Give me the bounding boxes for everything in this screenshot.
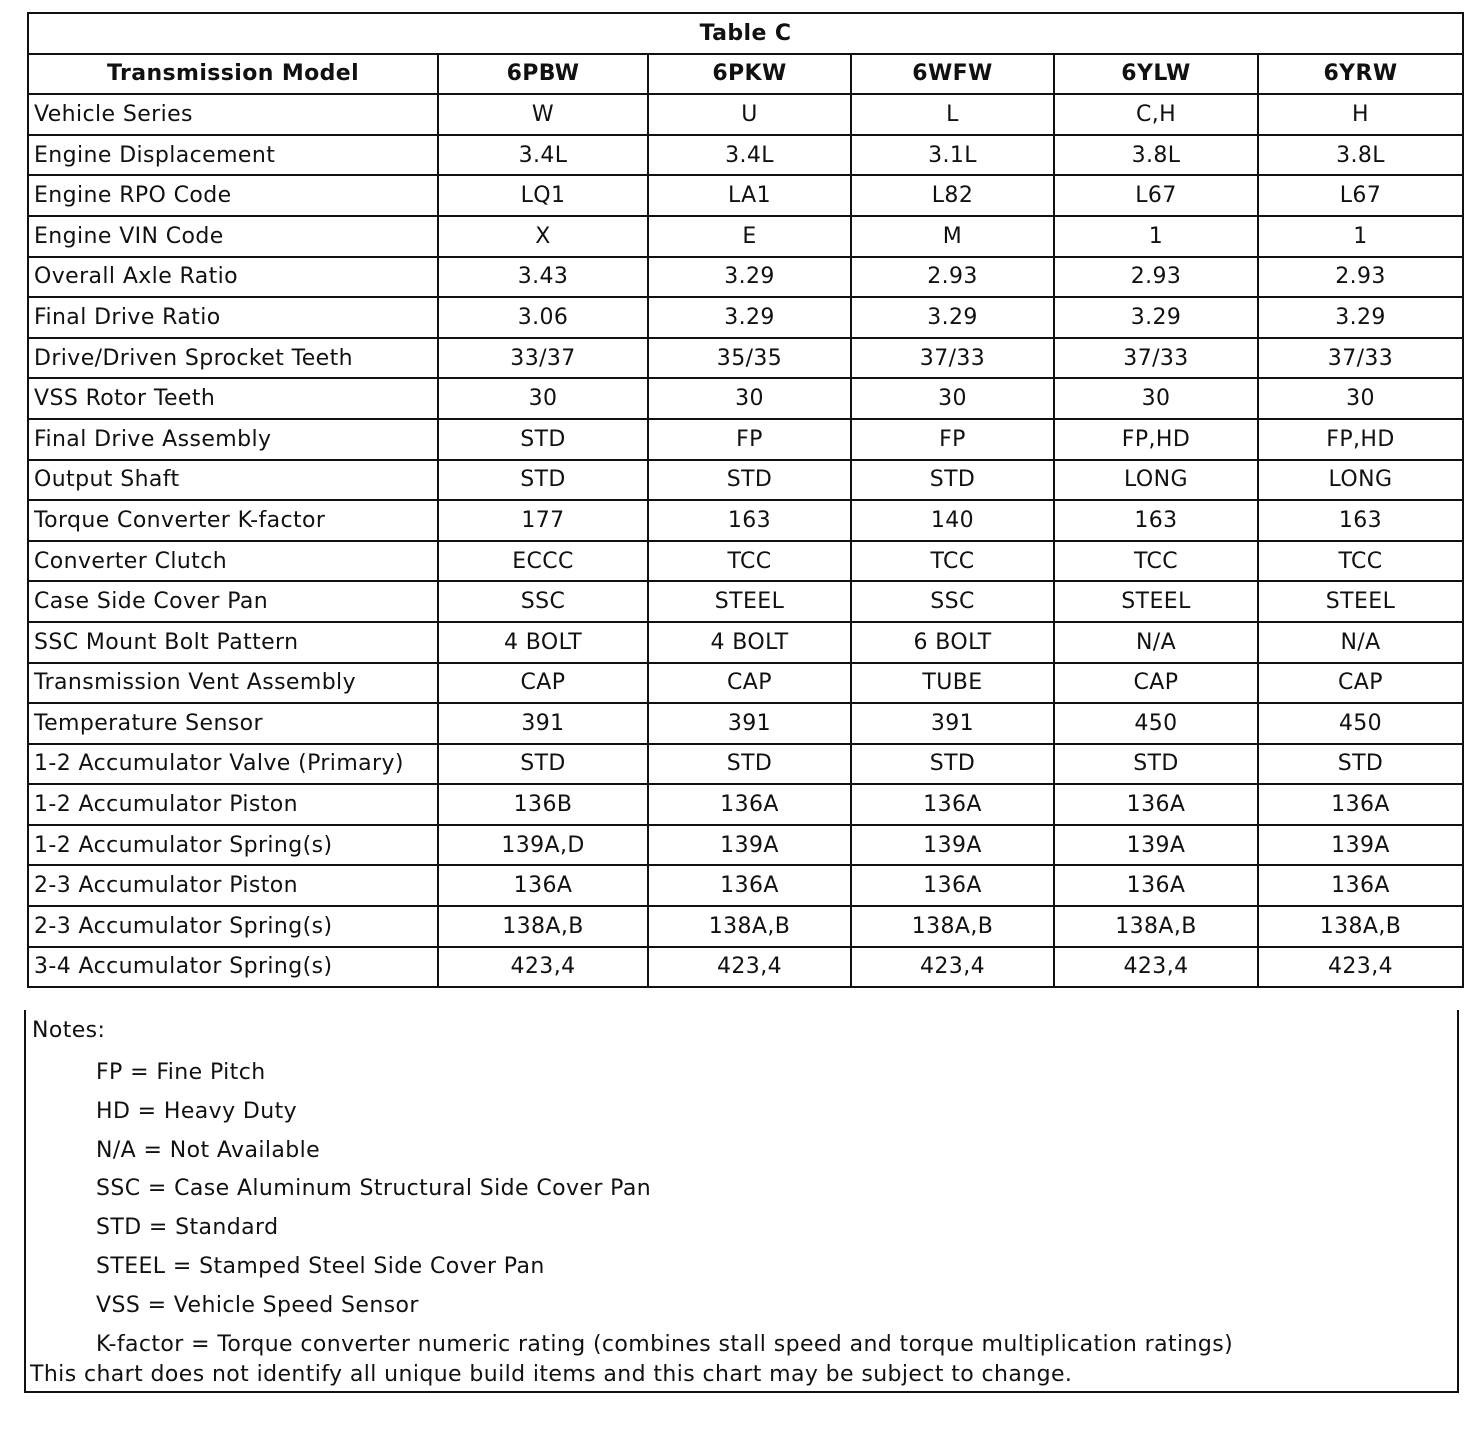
spec-table-body [28, 94, 1463, 987]
table-cell: STD [851, 460, 1054, 501]
table-row [28, 297, 1463, 338]
table-cell: 136B [438, 784, 648, 825]
table-row [28, 825, 1463, 866]
row-label: Output Shaft [28, 460, 438, 501]
row-label: 3-4 Accumulator Spring(s) [28, 947, 438, 988]
table-row [28, 784, 1463, 825]
row-label: Temperature Sensor [28, 703, 438, 744]
table-row [28, 947, 1463, 988]
table-cell: 139A,D [438, 825, 648, 866]
table-cell: 450 [1258, 703, 1463, 744]
table-cell: LONG [1054, 460, 1258, 501]
table-row [28, 175, 1463, 216]
table-cell: CAP [1054, 663, 1258, 704]
table-row [28, 622, 1463, 663]
table-cell: 177 [438, 500, 648, 541]
table-cell: TCC [851, 541, 1054, 582]
table-cell: 6 BOLT [851, 622, 1054, 663]
table-cell: 138A,B [1054, 906, 1258, 947]
table-cell: 136A [648, 865, 851, 906]
table-cell: CAP [648, 663, 851, 704]
table-cell: 163 [1258, 500, 1463, 541]
note-item: VSS = Vehicle Speed Sensor [96, 1292, 419, 1318]
table-cell: E [648, 216, 851, 257]
note-item: STEEL = Stamped Steel Side Cover Pan [96, 1253, 545, 1279]
table-cell: 423,4 [851, 947, 1054, 988]
table-title: Table C [28, 13, 1463, 54]
table-row [28, 257, 1463, 298]
table-row [28, 378, 1463, 419]
row-label: 1-2 Accumulator Piston [28, 784, 438, 825]
table-cell: STD [1054, 744, 1258, 785]
table-cell: 37/33 [1258, 338, 1463, 379]
table-cell: 139A [648, 825, 851, 866]
table-cell: 136A [851, 784, 1054, 825]
row-label: Engine RPO Code [28, 175, 438, 216]
table-cell: 450 [1054, 703, 1258, 744]
table-cell: 138A,B [1258, 906, 1463, 947]
table-row [28, 906, 1463, 947]
table-cell: 136A [1054, 865, 1258, 906]
table-cell: 3.29 [1054, 297, 1258, 338]
table-cell: 138A,B [851, 906, 1054, 947]
table-cell: CAP [438, 663, 648, 704]
table-row [28, 581, 1463, 622]
table-cell: 37/33 [1054, 338, 1258, 379]
table-cell: 3.4L [438, 135, 648, 176]
table-cell: 37/33 [851, 338, 1054, 379]
table-cell: STD [648, 460, 851, 501]
table-cell: STD [851, 744, 1054, 785]
table-row [28, 216, 1463, 257]
table-cell: 138A,B [648, 906, 851, 947]
table-cell: 3.29 [648, 297, 851, 338]
table-row [28, 94, 1463, 135]
table-cell: STD [438, 460, 648, 501]
model-header-6pbw: 6PBW [438, 54, 648, 95]
table-row [28, 541, 1463, 582]
row-label: Engine Displacement [28, 135, 438, 176]
table-cell: 139A [1258, 825, 1463, 866]
table-cell: 2.93 [851, 257, 1054, 298]
table-cell: 136A [1258, 865, 1463, 906]
table-cell: SSC [851, 581, 1054, 622]
table-cell: TCC [1054, 541, 1258, 582]
table-row [28, 419, 1463, 460]
table-cell: 3.8L [1054, 135, 1258, 176]
transmission-model-header: Transmission Model [28, 54, 438, 95]
table-cell: LONG [1258, 460, 1463, 501]
notes-list [96, 1054, 1233, 1364]
table-cell: L67 [1054, 175, 1258, 216]
table-cell: 140 [851, 500, 1054, 541]
table-cell: 3.43 [438, 257, 648, 298]
table-cell: 30 [1054, 378, 1258, 419]
table-cell: CAP [1258, 663, 1463, 704]
table-cell: 423,4 [1054, 947, 1258, 988]
table-row [28, 865, 1463, 906]
row-label: Torque Converter K-factor [28, 500, 438, 541]
table-cell: 138A,B [438, 906, 648, 947]
table-cell: L [851, 94, 1054, 135]
row-label: Case Side Cover Pan [28, 581, 438, 622]
table-cell: 423,4 [1258, 947, 1463, 988]
note-item: SSC = Case Aluminum Structural Side Cover Pan [96, 1176, 652, 1202]
table-cell: 30 [851, 378, 1054, 419]
table-cell: 136A [1054, 784, 1258, 825]
row-label: Transmission Vent Assembly [28, 663, 438, 704]
note-item: FP = Fine Pitch [96, 1060, 266, 1085]
table-cell: 136A [438, 865, 648, 906]
row-label: Converter Clutch [28, 541, 438, 582]
table-cell: FP [851, 419, 1054, 460]
table-cell: 4 BOLT [438, 622, 648, 663]
table-cell: 2.93 [1054, 257, 1258, 298]
model-header-6ylw: 6YLW [1054, 54, 1258, 95]
table-cell: N/A [1258, 622, 1463, 663]
table-cell: LA1 [648, 175, 851, 216]
table-cell: 3.29 [851, 297, 1054, 338]
note-item: K-factor = Torque converter numeric rating (combines stall speed and torque multiplication ratings) [96, 1331, 1234, 1357]
note-item: HD = Heavy Duty [96, 1098, 298, 1124]
table-cell: STD [438, 419, 648, 460]
table-cell: STD [438, 744, 648, 785]
notes-section [24, 1010, 1459, 1393]
table-row [28, 338, 1463, 379]
transmission-spec-table [27, 12, 1464, 988]
table-cell: 391 [438, 703, 648, 744]
table-cell: H [1258, 94, 1463, 135]
table-cell: FP,HD [1258, 419, 1463, 460]
table-cell: 4 BOLT [648, 622, 851, 663]
table-cell: 3.1L [851, 135, 1054, 176]
table-cell: 423,4 [438, 947, 648, 988]
table-cell: L82 [851, 175, 1054, 216]
table-cell: 30 [438, 378, 648, 419]
note-item: STD = Standard [96, 1215, 279, 1241]
table-cell: 139A [1054, 825, 1258, 866]
table-title-row [28, 13, 1463, 54]
model-header-6wfw: 6WFW [851, 54, 1054, 95]
table-cell: N/A [1054, 622, 1258, 663]
table-cell: ECCC [438, 541, 648, 582]
table-row [28, 744, 1463, 785]
table-row [28, 663, 1463, 704]
table-cell: 3.29 [1258, 297, 1463, 338]
row-label: Drive/Driven Sprocket Teeth [28, 338, 438, 379]
table-cell: 3.29 [648, 257, 851, 298]
table-cell: 139A [851, 825, 1054, 866]
table-cell: TCC [1258, 541, 1463, 582]
table-cell: STEEL [1054, 581, 1258, 622]
table-cell: 30 [648, 378, 851, 419]
note-item: N/A = Not Available [96, 1137, 321, 1163]
row-label: Final Drive Ratio [28, 297, 438, 338]
table-cell: 163 [1054, 500, 1258, 541]
table-cell: FP [648, 419, 851, 460]
row-label: 2-3 Accumulator Spring(s) [28, 906, 438, 947]
table-cell: L67 [1258, 175, 1463, 216]
table-cell: 33/37 [438, 338, 648, 379]
table-cell: 391 [648, 703, 851, 744]
table-cell: 3.06 [438, 297, 648, 338]
row-label: Overall Axle Ratio [28, 257, 438, 298]
row-label: SSC Mount Bolt Pattern [28, 622, 438, 663]
table-cell: STD [1258, 744, 1463, 785]
table-cell: SSC [438, 581, 648, 622]
table-cell: 423,4 [648, 947, 851, 988]
row-label: 1-2 Accumulator Spring(s) [28, 825, 438, 866]
table-cell: X [438, 216, 648, 257]
row-label: 2-3 Accumulator Piston [28, 865, 438, 906]
notes-heading: Notes: [32, 1018, 106, 1043]
table-cell: STEEL [1258, 581, 1463, 622]
table-cell: TCC [648, 541, 851, 582]
table-cell: 1 [1054, 216, 1258, 257]
table-cell: 35/35 [648, 338, 851, 379]
table-row [28, 135, 1463, 176]
table-cell: U [648, 94, 851, 135]
disclaimer: This chart does not identify all unique build items and this chart may be subject to change. [30, 1362, 1073, 1387]
table-cell: W [438, 94, 648, 135]
model-header-row [28, 54, 1463, 95]
row-label: Final Drive Assembly [28, 419, 438, 460]
table-cell: 391 [851, 703, 1054, 744]
table-cell: 3.8L [1258, 135, 1463, 176]
row-label: Engine VIN Code [28, 216, 438, 257]
table-cell: C,H [1054, 94, 1258, 135]
row-label: 1-2 Accumulator Valve (Primary) [28, 744, 438, 785]
table-cell: LQ1 [438, 175, 648, 216]
table-cell: 136A [851, 865, 1054, 906]
table-cell: 136A [648, 784, 851, 825]
table-cell: TUBE [851, 663, 1054, 704]
table-cell: 3.4L [648, 135, 851, 176]
table-cell: 1 [1258, 216, 1463, 257]
table-cell: M [851, 216, 1054, 257]
table-row [28, 500, 1463, 541]
table-cell: 136A [1258, 784, 1463, 825]
table-row [28, 460, 1463, 501]
row-label: Vehicle Series [28, 94, 438, 135]
row-label: VSS Rotor Teeth [28, 378, 438, 419]
table-cell: 163 [648, 500, 851, 541]
table-row [28, 703, 1463, 744]
table-cell: STEEL [648, 581, 851, 622]
table-cell: FP,HD [1054, 419, 1258, 460]
table-cell: STD [648, 744, 851, 785]
table-cell: 30 [1258, 378, 1463, 419]
model-header-6pkw: 6PKW [648, 54, 851, 95]
model-header-6yrw: 6YRW [1258, 54, 1463, 95]
table-cell: 2.93 [1258, 257, 1463, 298]
